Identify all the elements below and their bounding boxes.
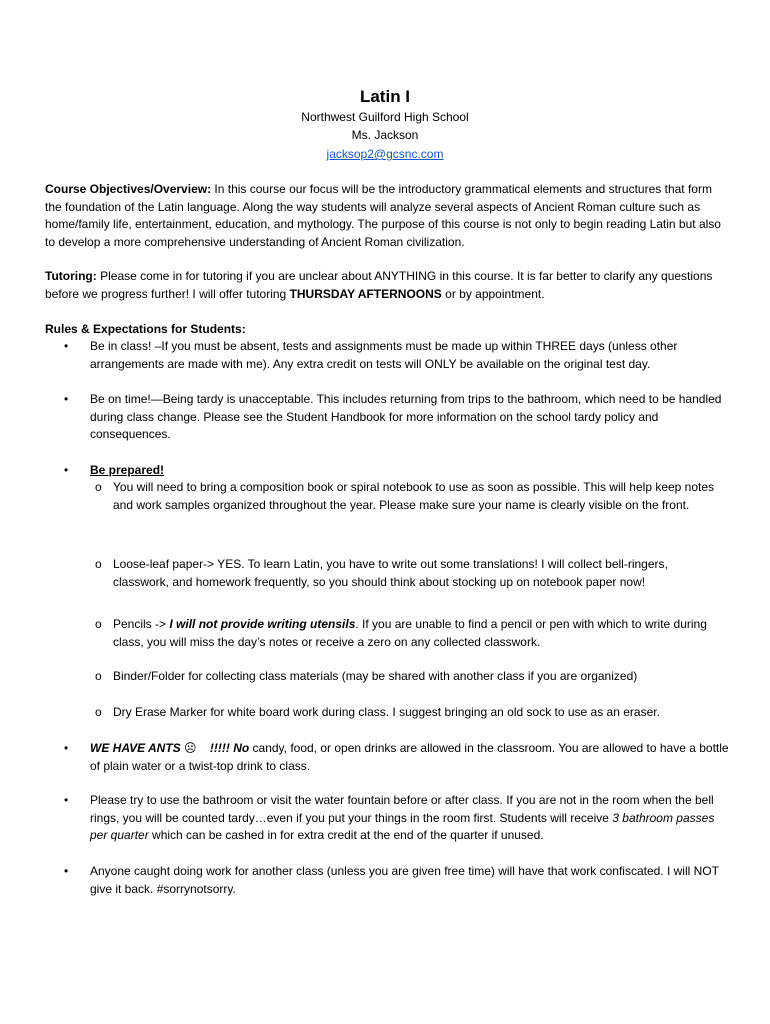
sub-bullet-icon: o bbox=[95, 557, 102, 571]
sub3-text-b: . If you are unable to find a pencil or pen with which to write during class, you will miss the day’s notes or receive a zero on any collected classwork. bbox=[113, 617, 707, 649]
bullet-icon: • bbox=[64, 741, 69, 755]
sub-item-text: Dry Erase Marker for white board work during class. I suggest bringing an old sock to use as an eraser. bbox=[113, 705, 660, 719]
rule-text bbox=[90, 740, 729, 775]
page-title: Latin I bbox=[359, 87, 411, 106]
email-link[interactable]: jacksop2@gcsnc.com bbox=[326, 147, 444, 161]
objectives-paragraph bbox=[45, 181, 729, 251]
sub-item-text: Binder/Folder for collecting class materials (may be shared with another class if you are organized) bbox=[113, 669, 638, 683]
tutoring-text-1: Please come in for tutoring if you are unclear about ANYTHING in this course. It is far better to clarify any questions before we progress further! I will offer tutoring bbox=[45, 269, 713, 301]
objectives-text: In this course our focus will be the introductory grammatical elements and structures that form the foundation of the Latin language. Along the way students will analyze several aspects of Ancient Roman culture such as home/family life, entertainment, education, and mythology. The purpose of this course is not only to begin reading Latin but also to develop a more comprehensive understanding of Ancient Roman civilization. bbox=[45, 182, 721, 249]
bathroom-text-b: which can be cashed in for extra credit at the end of the quarter if unused. bbox=[148, 828, 544, 843]
tutoring-text-2: or by appointment. bbox=[441, 286, 545, 301]
tutoring-days: THURSDAY AFTERNOONS bbox=[289, 286, 442, 301]
tutoring-paragraph bbox=[45, 268, 729, 303]
tutoring-label: Tutoring: bbox=[45, 269, 97, 283]
school-name: Northwest Guilford High School bbox=[301, 110, 469, 124]
bathroom-passes: 3 bathroom passes per quarter bbox=[90, 810, 715, 843]
sad-face-icon: ☹ bbox=[184, 741, 197, 755]
rules-heading: Rules & Expectations for Students: bbox=[45, 322, 246, 336]
bullet-icon: • bbox=[64, 793, 69, 807]
ants-warning-2: !!!!! No bbox=[209, 741, 250, 755]
bullet-icon: • bbox=[64, 864, 69, 878]
rule-text: Be on time!—Being tardy is unacceptable. This includes returning from trips to the bathroom, which need to be handled during class change. Please see the Student Handbook for more information on the school tardy policy and consequences. bbox=[90, 392, 722, 442]
sub-item-text: Loose-leaf paper-> YES. To learn Latin, you have to write out some translations! I will collect bell-ringers, classwork, and homework frequently, so you should think about stocking up on notebook paper now! bbox=[113, 557, 668, 589]
sub-bullet-icon: o bbox=[95, 480, 102, 494]
rule-text: Anyone caught doing work for another class (unless you are given free time) will have that work confiscated. I will NOT give it back. #sorrynotsorry. bbox=[90, 864, 719, 896]
bullet-icon: • bbox=[64, 339, 69, 353]
sub-item-text bbox=[113, 616, 723, 651]
bullet-icon: • bbox=[64, 463, 69, 477]
sub-bullet-icon: o bbox=[95, 705, 102, 719]
ants-text: candy, food, or open drinks are allowed in the classroom. You are allowed to have a bottle of plain water or a twist-top drink to class. bbox=[90, 741, 729, 773]
bullet-icon: • bbox=[64, 392, 69, 406]
sub3-emphasis: I will not provide writing utensils bbox=[169, 617, 356, 631]
bathroom-text-a: Please try to use the bathroom or visit the water fountain before or after class. If you are not in the room when the bell rings, you will be counted tardy…even if you put your things in the room first. Students will receive bbox=[90, 793, 714, 825]
sub-item-text: You will need to bring a composition book or spiral notebook to use as soon as possible. This will help keep notes and work samples organized throughout the year. Please make sure your name is clearly visible on the front. bbox=[113, 480, 715, 512]
sub3-text-a: Pencils -> bbox=[113, 617, 170, 631]
sub-bullet-icon: o bbox=[95, 617, 102, 631]
objectives-label: Course Objectives/Overview: bbox=[45, 182, 212, 196]
ants-warning: WE HAVE ANTS bbox=[90, 741, 181, 755]
teacher-name: Ms. Jackson bbox=[351, 128, 419, 142]
rule-text: Be in class! –If you must be absent, tests and assignments must be made up within THREE days (unless other arrangements are made with me). Any extra credit on tests will ONLY be available on the original test day. bbox=[90, 339, 678, 371]
sub-bullet-icon: o bbox=[95, 669, 102, 683]
email-line bbox=[0, 146, 770, 163]
rule-text: Be prepared! bbox=[90, 463, 165, 477]
rule-text bbox=[90, 792, 729, 845]
